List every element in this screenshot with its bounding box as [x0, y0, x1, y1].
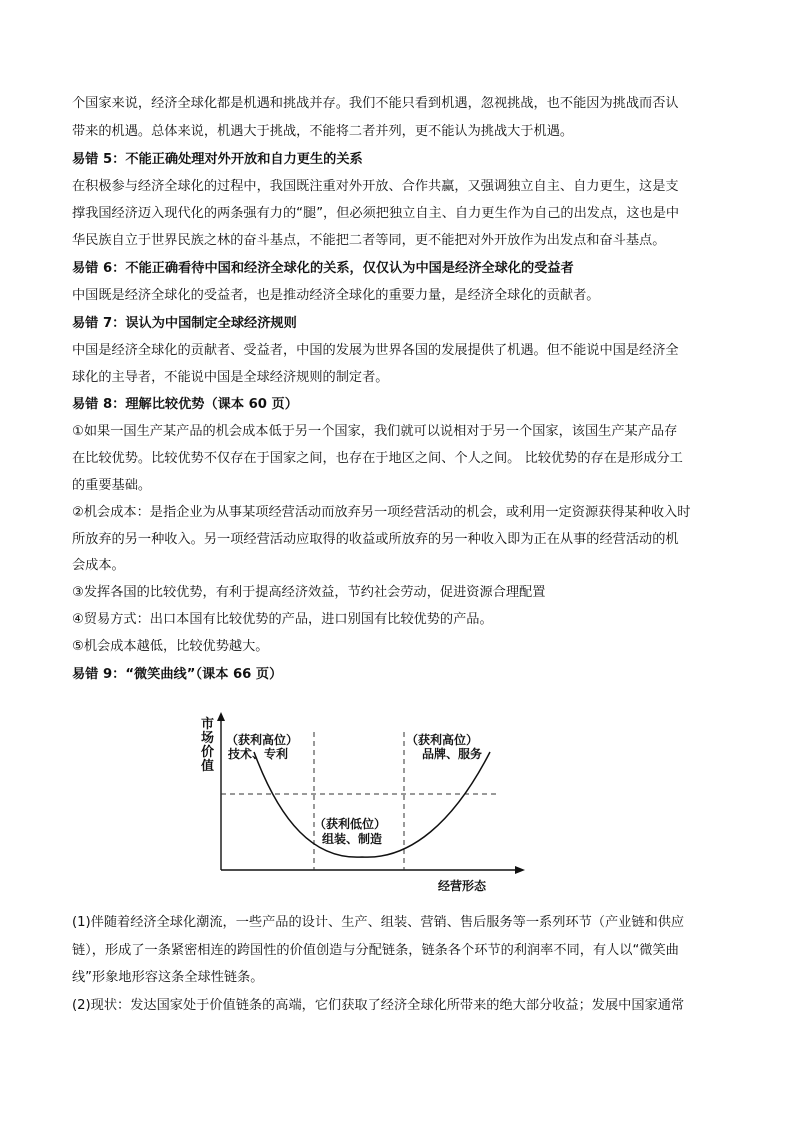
paragraph-line: 球化的主导者，不能说中国是全球经济规则的制定者。 [72, 370, 389, 385]
section-heading-7: 易错 7：误认为中国制定全球经济规则 [72, 316, 297, 331]
x-axis-label: 经营形态 [438, 879, 487, 893]
smile-curve-figure [192, 710, 532, 895]
paragraph-line: (2)现状：发达国家处于价值链条的高端，它们获取了经济全球化所带来的绝大部分收益；发展中国家通常 [72, 998, 685, 1013]
paragraph-line: 会成本。 [72, 558, 125, 573]
y-axis-label-char-2: 场 [201, 731, 215, 746]
middle-region-title: （获利低位） [314, 817, 387, 831]
right-region-title: （获利高位） [406, 733, 479, 747]
paragraph-line: 个国家来说，经济全球化都是机遇和挑战并存。我们不能只看到机遇，忽视挑战，也不能因为挑战而否认 [72, 96, 679, 111]
middle-region-text: 组装、制造 [322, 832, 383, 846]
left-region-title: （获利高位） [226, 733, 299, 747]
y-axis-arrow-icon [217, 712, 225, 721]
right-region-text: 品牌、服务 [422, 747, 483, 761]
y-axis-label-char-4: 值 [201, 759, 215, 774]
paragraph-line: 撑我国经济迈入现代化的两条强有力的“腿”，但必须把独立自主、自力更生作为自己的出发点，这也是中 [72, 206, 680, 221]
y-axis-label-char-3: 价 [201, 745, 215, 760]
paragraph-line: (1)伴随着经济全球化潮流，一些产品的设计、生产、组装、营销、售后服务等一系列环节（产业链和供应 [72, 915, 685, 930]
section-heading-5: 易错 5：不能正确处理对外开放和自力更生的关系 [72, 152, 363, 167]
paragraph-line: 的重要基础。 [72, 478, 152, 493]
paragraph-line: ②机会成本：是指企业为从事某项经营活动而放弃另一项经营活动的机会，或利用一定资源获得某种收入时 [72, 505, 691, 520]
paragraph-line: 在积极参与经济全球化的过程中，我国既注重对外开放、合作共赢，又强调独立自主、自力更生，这是支 [72, 179, 679, 194]
paragraph-line: 所放弃的另一种收入。另一项经营活动应取得的收益或所放弃的另一种收入即为正在从事的经营活动的机 [72, 532, 679, 547]
paragraph-line: 带来的机遇。总体来说，机遇大于挑战，不能将二者并列，更不能认为挑战大于机遇。 [72, 124, 574, 139]
paragraph-line: ①如果一国生产某产品的机会成本低于另一个国家，我们就可以说相对于另一个国家，该国生产某产品存 [72, 424, 678, 439]
paragraph-line: 中国是经济全球化的贡献者、受益者，中国的发展为世界各国的发展提供了机遇。但不能说中国是经济全 [72, 343, 679, 358]
paragraph-line: 线”形象地形容这条全球性链条。 [72, 970, 264, 985]
list-item: ③发挥各国的比较优势，有利于提高经济效益，节约社会劳动，促进资源合理配置 [72, 585, 546, 600]
section-heading-8: 易错 8：理解比较优势（课本 60 页） [72, 397, 298, 412]
list-item: ④贸易方式：出口本国有比较优势的产品，进口别国有比较优势的产品。 [72, 612, 493, 627]
left-region-text: 技术、专利 [228, 747, 289, 761]
x-axis-arrow-icon [515, 866, 525, 874]
section-heading-9: 易错 9：“微笑曲线”（课本 66 页） [72, 667, 283, 682]
list-item: ⑤机会成本越低，比较优势越大。 [72, 639, 269, 654]
paragraph-line: 中国既是经济全球化的受益者，也是推动经济全球化的重要力量，是经济全球化的贡献者。 [72, 288, 600, 303]
section-heading-6: 易错 6：不能正确看待中国和经济全球化的关系，仅仅认为中国是经济全球化的受益者 [72, 261, 574, 276]
paragraph-line: 链），形成了一条紧密相连的跨国性的价值创造与分配链条，链条各个环节的利润率不同，有人以“微笑曲 [72, 943, 679, 958]
paragraph-line: 在比较优势。比较优势不仅存在于国家之间，也存在于地区之间、个人之间。 比较优势的存在是形成分工 [72, 451, 683, 466]
paragraph-line: 华民族自立于世界民族之林的奋斗基点，不能把二者等同，更不能把对外开放作为出发点和奋斗基点。 [72, 233, 666, 248]
y-axis-label-char-1: 市 [201, 717, 215, 732]
